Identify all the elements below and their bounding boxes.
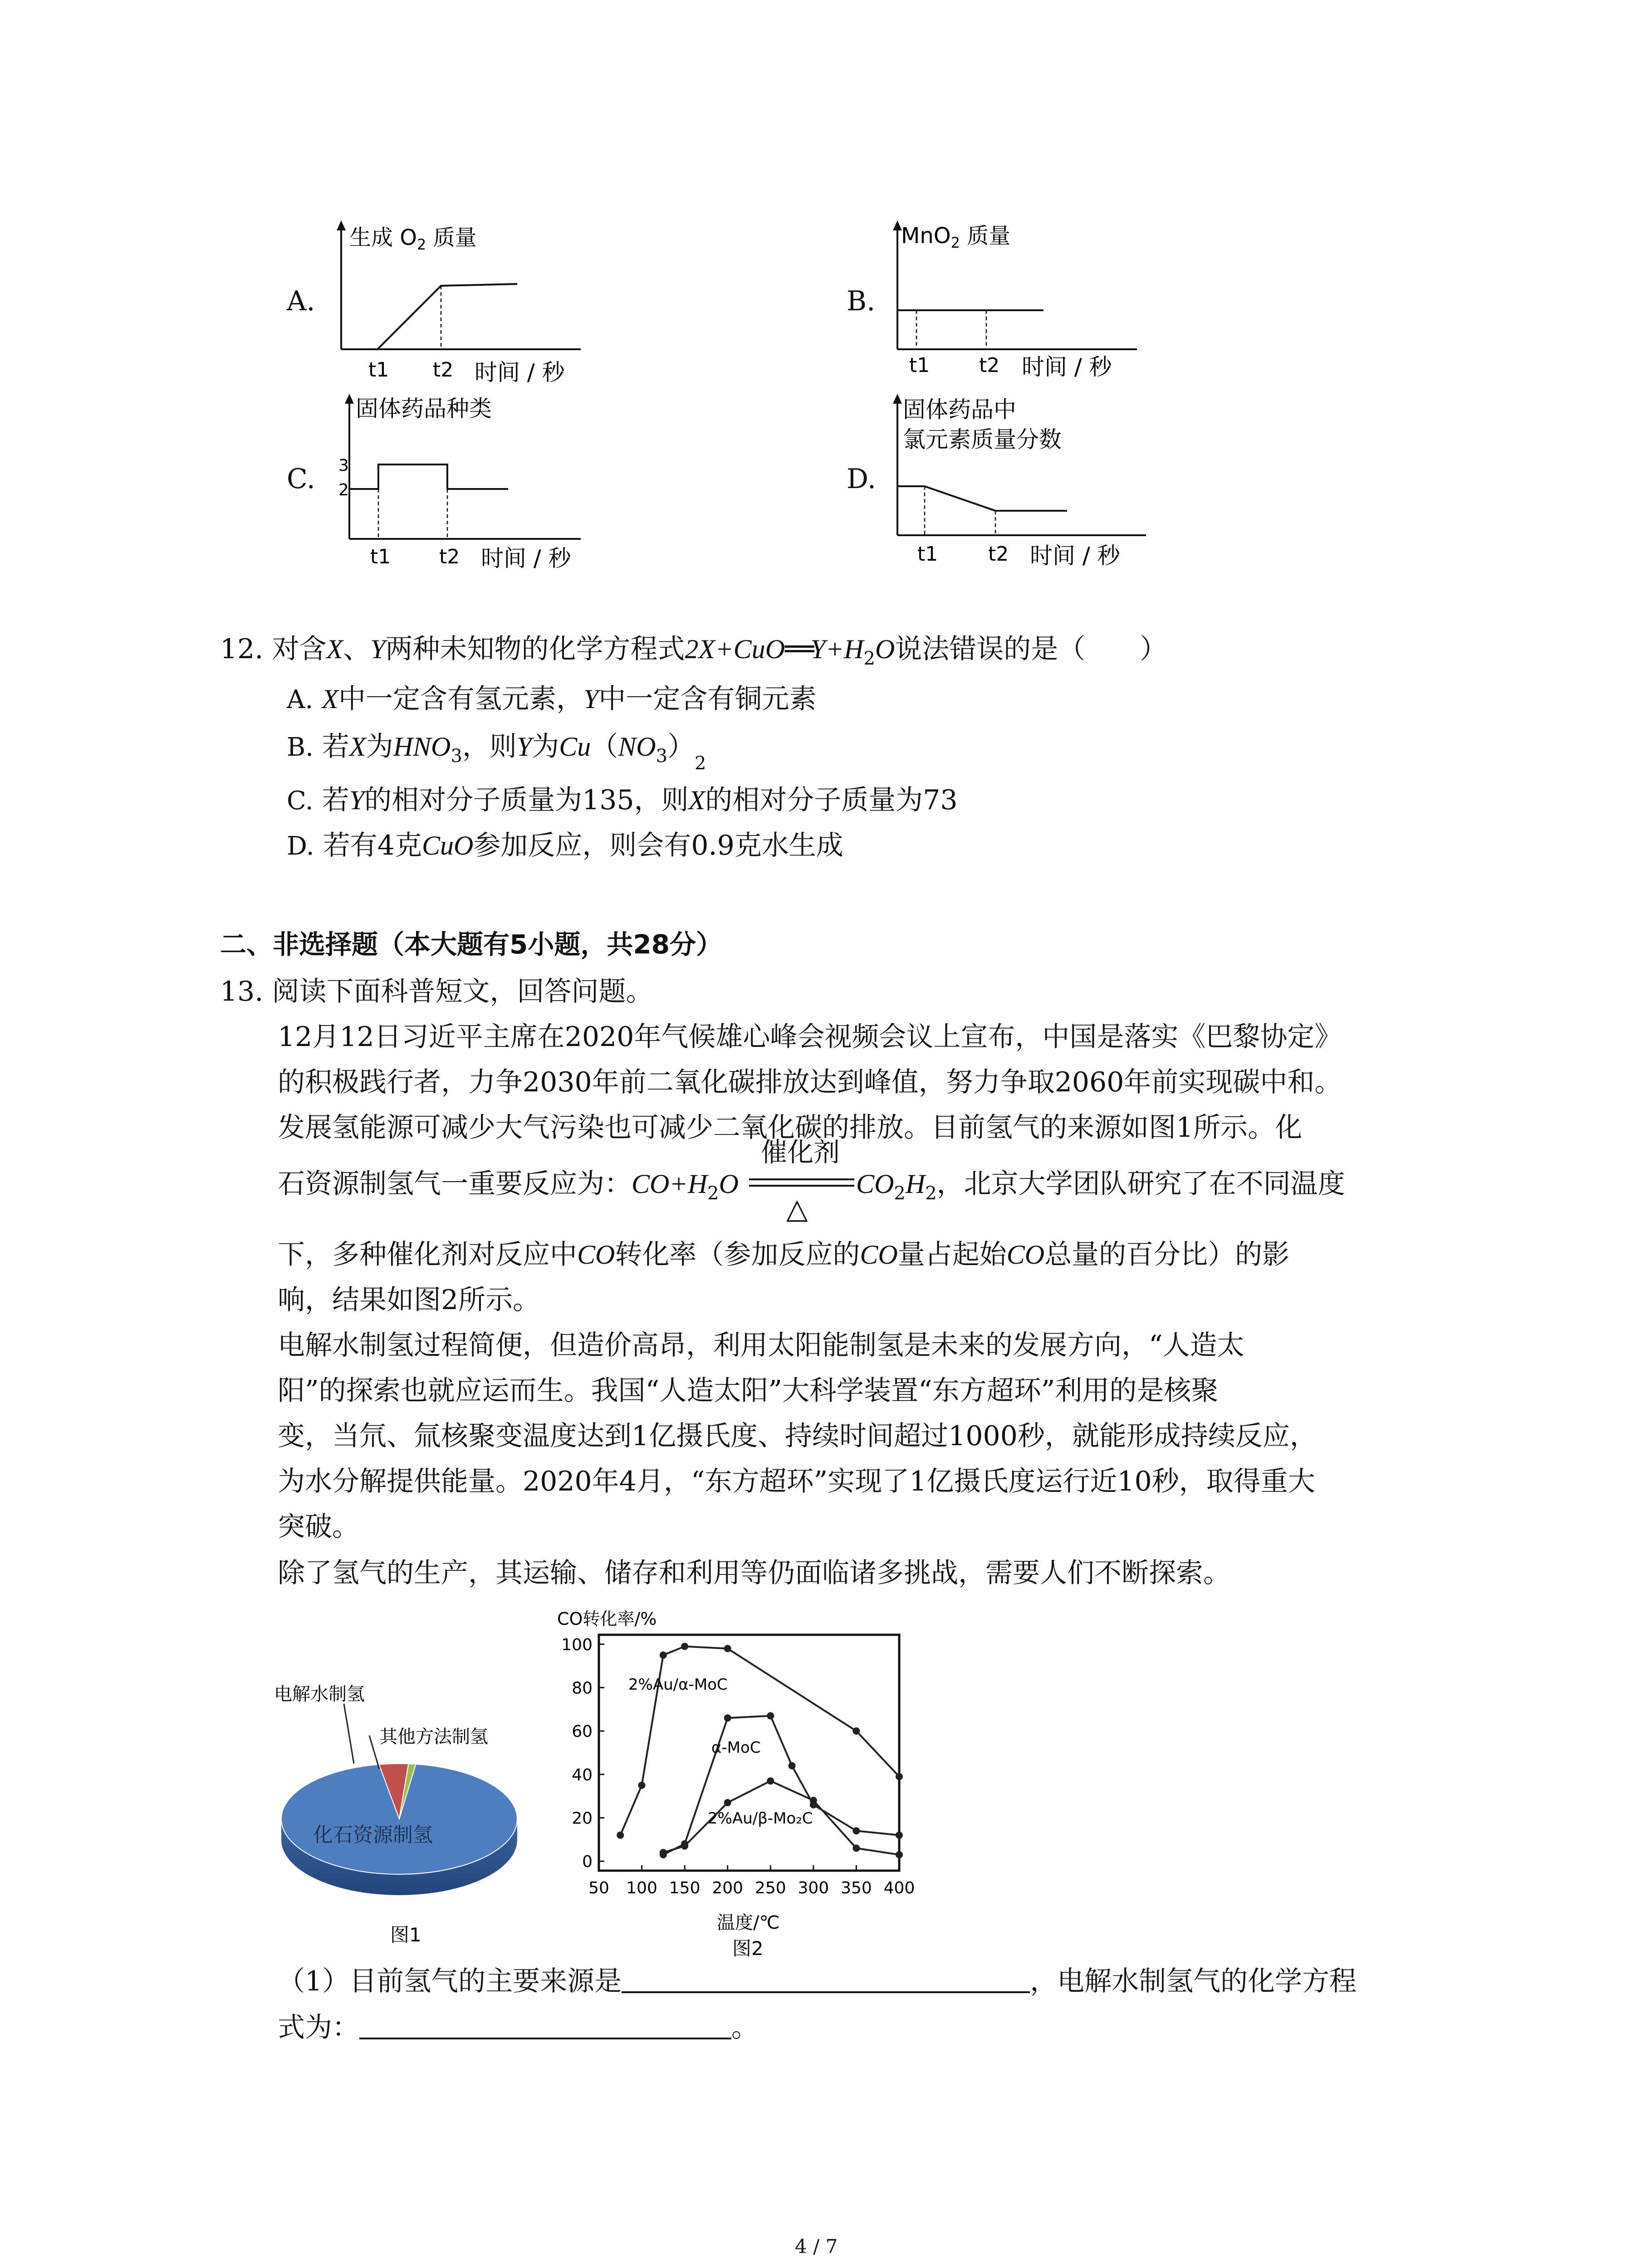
q12-stem: 12. 对含X、Y两种未知物的化学方程式$2X+CuO══Y+H_2O$说法错误的是（ ） (220, 633, 1167, 669)
q12-option-a: A. X中一定含有氢元素，Y中一定含有铜元素 (287, 683, 817, 715)
q13-para2-line-3: 变，当氘、氚核聚变温度达到1亿摄氏度、持续时间超过1000秒，就能形成持续反应， (278, 1420, 1317, 1452)
graph-c-tick-2: 2 (338, 481, 349, 499)
fig2-xtick-label-3: 200 (712, 1879, 744, 1897)
graph-a (336, 218, 590, 399)
fig2-series-1-point-4 (789, 1762, 796, 1769)
q12-option-d: D. 若有4克CuO参加反应，则会有0.9克水生成 (287, 830, 843, 861)
fig2-series-1-point-6 (852, 1827, 860, 1834)
graph-d-t2: t2 (988, 543, 1009, 566)
q13-line-5: 下，多种催化剂对反应中CO转化率（参加反应的CO量占起始CO总量的百分比）的影 (278, 1239, 1290, 1271)
figure-2-line-chart (535, 1606, 916, 1960)
fig2-ytick-label-1: 20 (572, 1809, 593, 1828)
q13-para2-line-1: 电解水制氢过程简便，但造价高昂，利用太阳能制氢是未来的发展方向，“人造太 (278, 1330, 1244, 1361)
graph-d-xlabel: 时间 / 秒 (1030, 543, 1120, 569)
graph-d-t1: t1 (917, 543, 938, 566)
fig2-series-1-point-2 (724, 1714, 731, 1721)
fig2-series-2-point-1 (681, 1843, 688, 1850)
option-a-label: A. (287, 285, 315, 317)
pie-leader-electrolysis (344, 1704, 354, 1764)
figure-2-caption: 图2 (732, 1937, 764, 1960)
fig2-series-2-point-5 (852, 1844, 860, 1852)
q13-line-2: 的积极践行者，力争2030年前二氧化碳排放达到峰值，努力争取2060年前实现碳中和。 (278, 1066, 1342, 1098)
fig2-series-2-point-2 (724, 1799, 731, 1806)
graph-c (336, 391, 590, 577)
reaction-condition: 催化剂 △ (747, 1168, 856, 1196)
fig2-series-1-point-7 (896, 1832, 903, 1839)
fig2-series-0-point-6 (896, 1773, 903, 1780)
option-c-label: C. (287, 463, 315, 495)
fig2-xtick-label-4: 250 (754, 1879, 786, 1897)
fig2-ytick-label-2: 40 (572, 1765, 593, 1784)
figure-1-caption: 图1 (390, 1924, 421, 1946)
pie-label-fossil: 化石资源制氢 (313, 1823, 433, 1847)
q13-para3: 除了氢气的生产，其运输、储存和利用等仍面临诸多挑战，需要人们不断探索。 (278, 1557, 1230, 1589)
section-2-title: 二、非选择题（本大题有5小题，共28分） (220, 929, 723, 960)
graph-b-t2: t2 (979, 354, 1000, 377)
fig2-xtick-label-7: 400 (883, 1879, 915, 1897)
fig2-xtick-label-6: 350 (841, 1879, 872, 1897)
fig2-xlabel: 温度/℃ (717, 1912, 780, 1933)
fig2-series-2-point-4 (810, 1797, 817, 1804)
q12-option-c: C. 若Y的相对分子质量为135，则X的相对分子质量为73 (287, 784, 958, 816)
fig2-series-0-point-4 (724, 1645, 731, 1652)
graph-d-ylabel-1: 固体药品中 (903, 396, 1016, 423)
q13-para2-line-2: 阳”的探索也就应运而生。我国“人造太阳”大科学装置“东方超环”利用的是核聚 (278, 1375, 1219, 1407)
graph-c-ylabel: 固体药品种类 (356, 396, 492, 422)
q13-para2-line-4: 为水分解提供能量。2020年4月，“东方超环”实现了1亿摄氏度运行近10秒，取得重大 (278, 1466, 1315, 1497)
graph-d-ylabel-2: 氯元素质量分数 (903, 426, 1062, 453)
q13-sub1-line-2: 式为： 。 (278, 2010, 759, 2044)
fig2-series-0-point-1 (638, 1782, 646, 1789)
fig2-ytick-label-0: 0 (582, 1853, 593, 1872)
fig2-ytick-label-4: 80 (572, 1679, 593, 1698)
graph-a-ylabel: 生成 $O_2$ 质量 (349, 225, 477, 253)
graph-b (892, 218, 1146, 399)
fig2-series-2-point-0 (660, 1849, 667, 1856)
pie-label-electrolysis: 电解水制氢 (274, 1684, 365, 1705)
fig2-series-label-0: 2%Au/α-MoC (628, 1676, 728, 1694)
fig2-series-0-point-0 (617, 1832, 624, 1839)
graph-b-t1: t1 (909, 354, 930, 377)
q13-line-4: 石资源制氢气一重要反应为：$CO+H_2O$ 催化剂 △ $CO_2H_2$，北京大学团队研究了在不同温度 (278, 1137, 1345, 1225)
graph-c-tick-3: 3 (338, 456, 349, 475)
fig2-series-0-point-3 (681, 1643, 688, 1650)
graph-a-t1: t1 (368, 358, 389, 381)
graph-c-t1: t1 (370, 545, 391, 568)
fig2-xtick-label-5: 300 (798, 1879, 829, 1897)
fig2-ytick-label-3: 60 (572, 1722, 593, 1741)
q13-sub1-line-1: （1）目前氢气的主要来源是 ，电解水制氢气的化学方程 (278, 1964, 1357, 1998)
graph-a-xlabel: 时间 / 秒 (475, 359, 565, 386)
pie-label-other: 其他方法制氢 (379, 1726, 488, 1747)
option-d-label: D. (847, 463, 877, 495)
fig2-series-2-point-6 (896, 1851, 903, 1858)
q12-option-b: B. 若X为$HNO_3$，则Y为$Cu(NO_3)_2$ (287, 731, 706, 774)
graph-d (892, 391, 1155, 577)
page-number: 4 / 7 (795, 2235, 838, 2258)
answer-blank-1[interactable] (622, 1964, 1030, 1993)
q13-intro: 13. 阅读下面科普短文，回答问题。 (220, 976, 653, 1007)
pie-leader-other (369, 1735, 379, 1769)
fig2-xtick-label-2: 150 (669, 1879, 700, 1897)
answer-blank-2[interactable] (359, 2010, 731, 2039)
graph-b-ylabel: MnO$_2$ 质量 (901, 223, 1011, 251)
q13-line-6: 响，结果如图2所示。 (278, 1284, 540, 1316)
fig2-ylabel: CO转化率/% (557, 1609, 657, 1629)
figure-1-pie-chart (272, 1669, 554, 1950)
graph-b-xlabel: 时间 / 秒 (1022, 354, 1112, 380)
graph-c-xlabel: 时间 / 秒 (481, 545, 571, 572)
fig2-xtick-label-1: 100 (626, 1879, 657, 1897)
fig2-series-1-point-3 (767, 1712, 774, 1720)
fig2-series-2-point-3 (767, 1777, 774, 1784)
q13-para2-line-5: 突破。 (278, 1511, 359, 1543)
graph-a-t2: t2 (433, 358, 454, 381)
fig2-ytick-label-5: 100 (561, 1635, 593, 1654)
option-b-label: B. (847, 285, 876, 317)
fig2-series-0-point-5 (852, 1727, 860, 1735)
q13-line-1: 12月12日习近平主席在2020年气候雄心峰会视频会议上宣布，中国是落实《巴黎协定》 (278, 1021, 1342, 1053)
fig2-series-0-point-2 (660, 1652, 667, 1659)
fig2-series-label-2: 2%Au/β-Mo₂C (708, 1809, 813, 1828)
q13-line-3: 发展氢能源可减少大气污染也可减少二氧化碳的排放。目前氢气的来源如图1所示。化 (278, 1112, 1303, 1144)
fig2-series-label-1: α-MoC (711, 1739, 761, 1757)
fig2-xtick-label-0: 50 (588, 1879, 609, 1897)
graph-c-t2: t2 (439, 545, 460, 568)
